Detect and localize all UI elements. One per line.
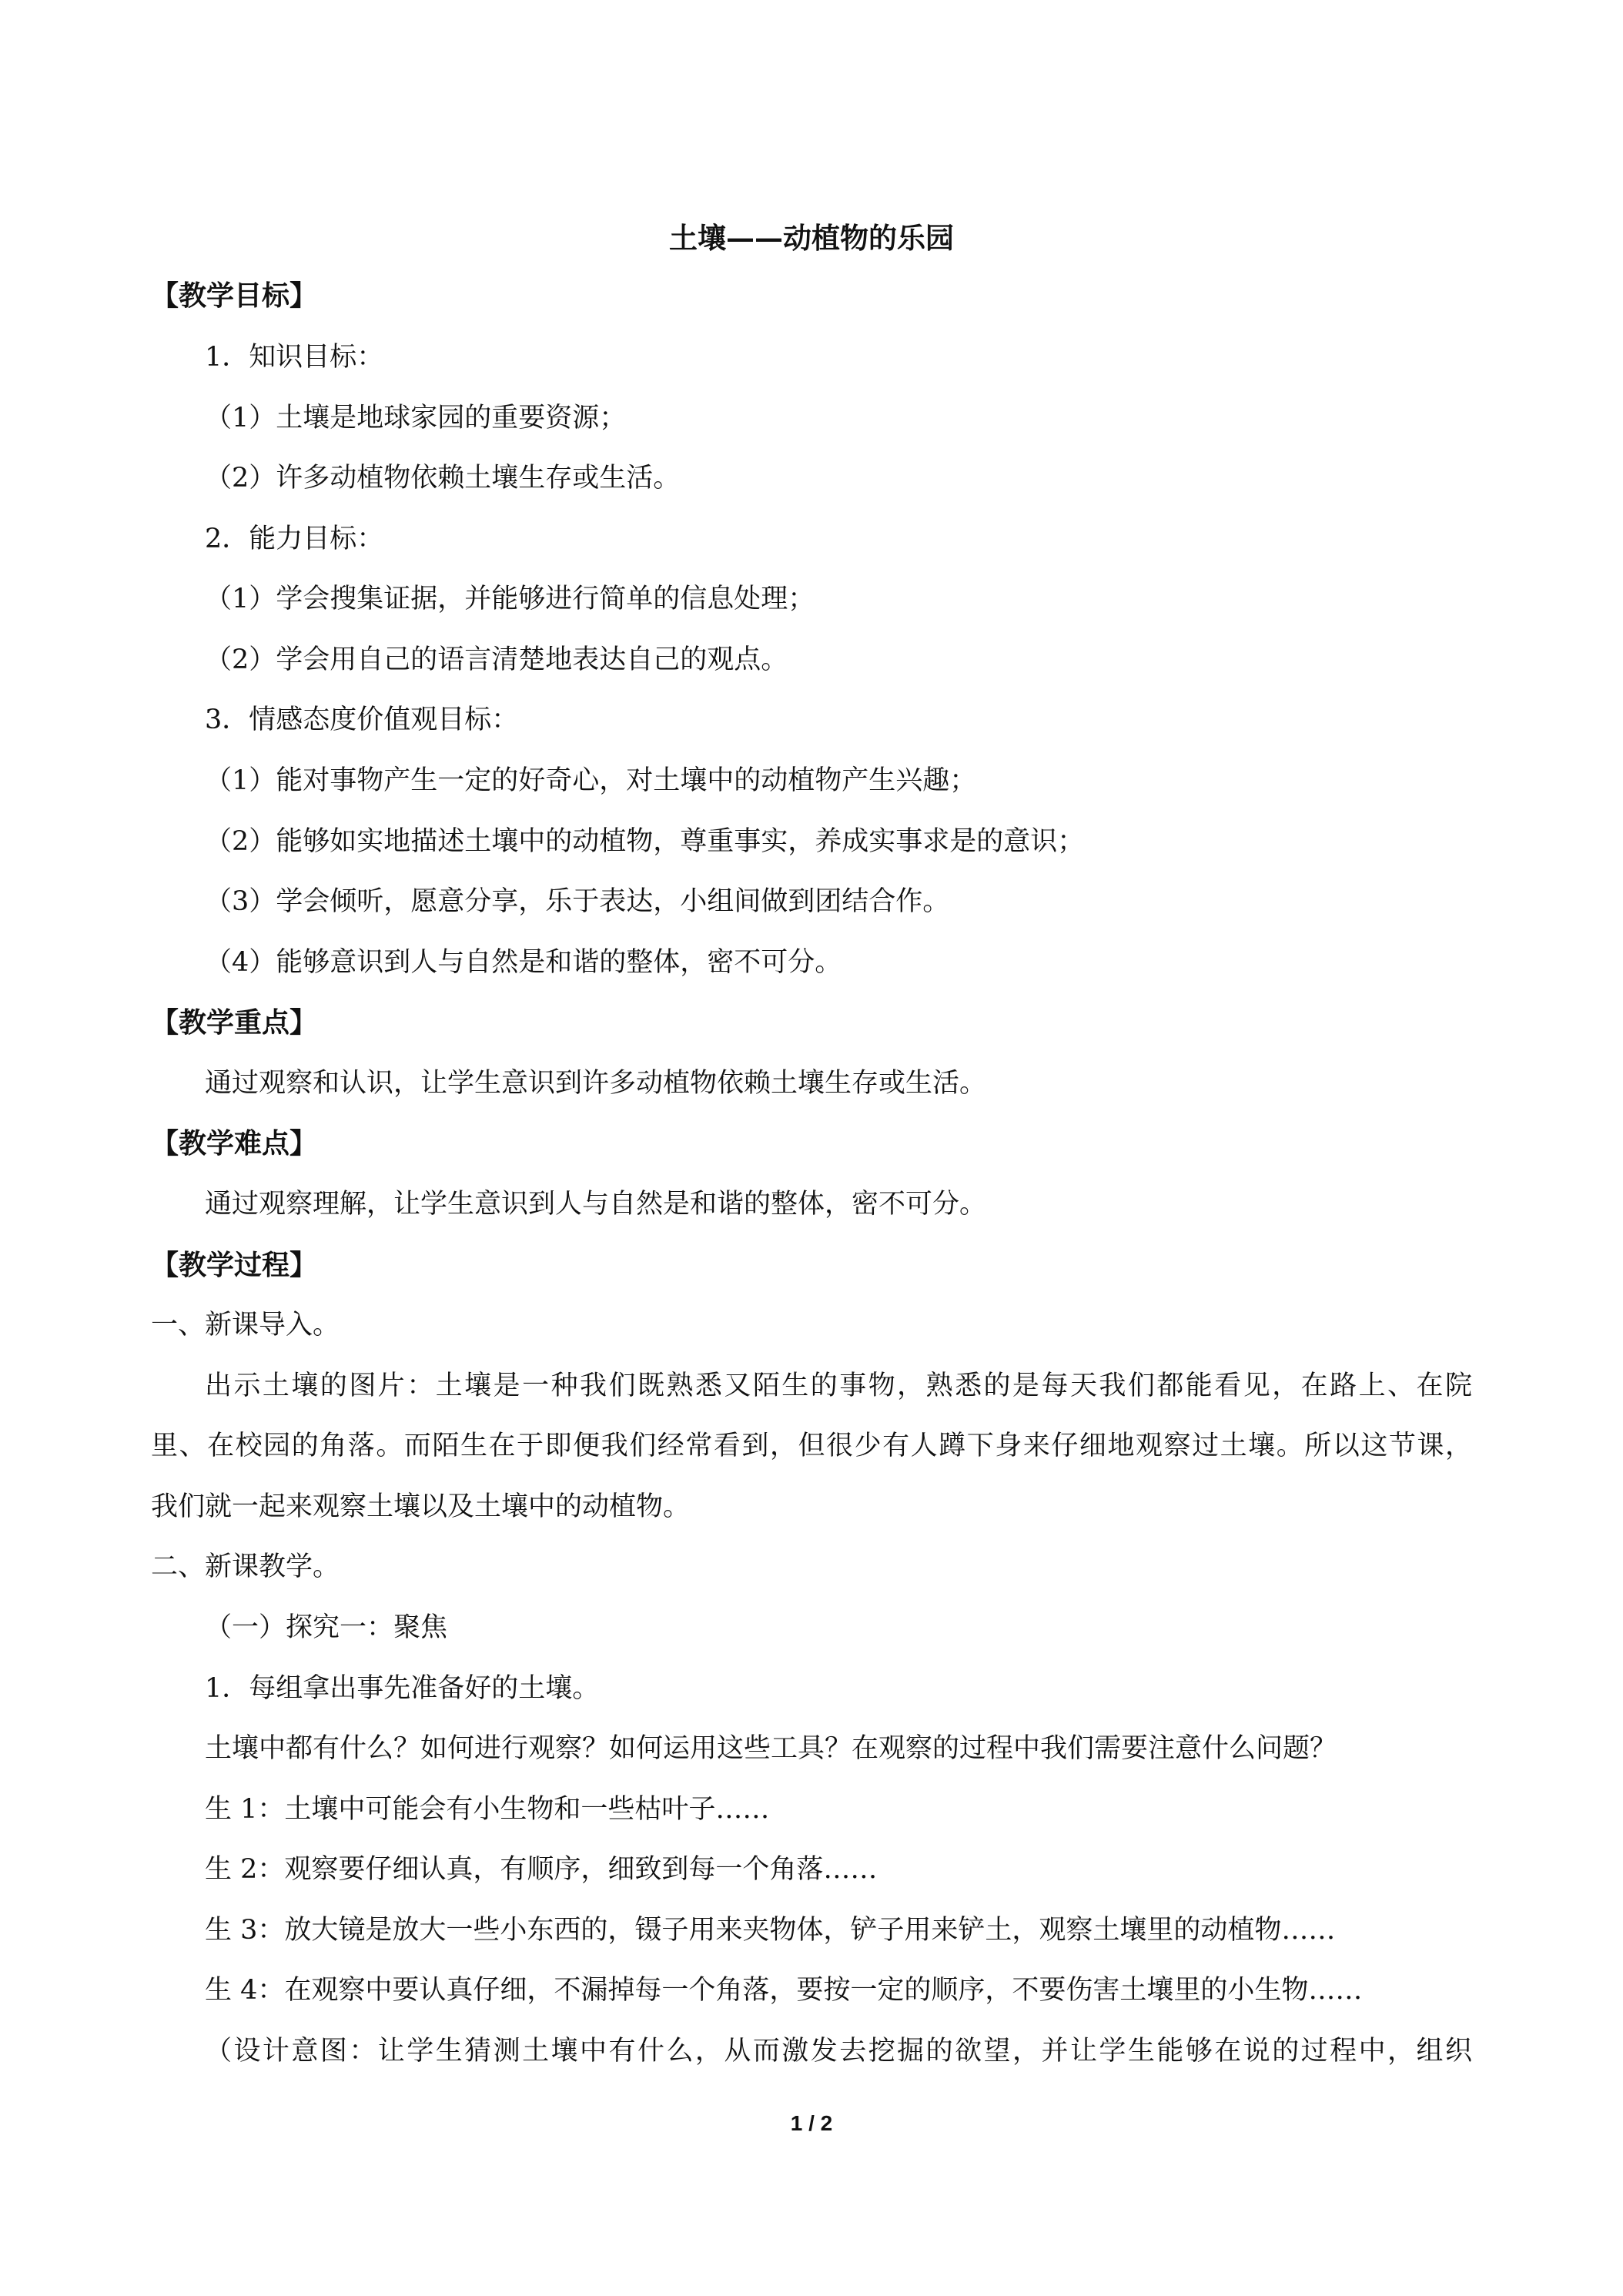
attitude-item-2: （2）能够如实地描述土壤中的动植物，尊重事实，养成实事求是的意识； — [205, 826, 1085, 857]
explore-1-heading: （一）探究一：聚焦 — [205, 1612, 448, 1643]
student-answer-3: 生 3：放大镜是放大一些小东西的，镊子用来夹物体，铲子用来铲土，观察土壤里的动植物…… — [205, 1915, 1336, 1946]
part1-paragraph-line-2: 里、在校园的角落。而陌生在于即便我们经常看到，但很少有人蹲下身来仔细地观察过土壤。所以这节课， — [151, 1431, 1472, 1461]
student-answer-2: 生 2：观察要仔细认真，有顺序，细致到每一个角落…… — [205, 1854, 878, 1885]
ability-item-2: （2）学会用自己的语言清楚地表达自己的观点。 — [205, 644, 788, 675]
part1-heading: 一、新课导入。 — [151, 1310, 340, 1340]
knowledge-item-1: （1）土壤是地球家园的重要资源； — [205, 403, 627, 433]
student-answer-4: 生 4：在观察中要认真仔细，不漏掉每一个角落，要按一定的顺序，不要伤害土壤里的小生物…… — [205, 1975, 1363, 2006]
key-points-heading: 【教学重点】 — [151, 1006, 318, 1039]
difficulty-text: 通过观察理解，让学生意识到人与自然是和谐的整体，密不可分。 — [205, 1189, 987, 1220]
ability-item-1: （1）学会搜集证据，并能够进行简单的信息处理； — [205, 584, 815, 614]
knowledge-goal: 1．知识目标： — [205, 342, 384, 373]
attitude-item-3: （3）学会倾听，愿意分享，乐于表达，小组间做到团结合作。 — [205, 886, 950, 917]
part1-paragraph-line-3: 我们就一起来观察土壤以及土壤中的动植物。 — [151, 1491, 691, 1522]
attitude-item-4: （4）能够意识到人与自然是和谐的整体，密不可分。 — [205, 947, 842, 978]
key-points-text: 通过观察和认识，让学生意识到许多动植物依赖土壤生存或生活。 — [205, 1068, 987, 1099]
question-text: 土壤中都有什么？如何进行观察？如何运用这些工具？在观察的过程中我们需要注意什么问题？ — [205, 1733, 1337, 1764]
attitude-goal: 3．情感态度价值观目标： — [205, 705, 519, 735]
step-1: 1．每组拿出事先准备好的土壤。 — [205, 1673, 600, 1704]
student-answer-1: 生 1：土壤中可能会有小生物和一些枯叶子…… — [205, 1794, 770, 1825]
page-number: 1 / 2 — [790, 2111, 833, 2135]
attitude-item-1: （1）能对事物产生一定的好奇心，对土壤中的动植物产生兴趣； — [205, 765, 977, 796]
design-intent: （设计意图：让学生猜测土壤中有什么，从而激发去挖掘的欲望，并让学生能够在说的过程中，组织 — [205, 2036, 1472, 2067]
document-title: 土壤——动植物的乐园 — [669, 221, 954, 255]
part1-paragraph-line-1: 出示土壤的图片：土壤是一种我们既熟悉又陌生的事物，熟悉的是每天我们都能看见，在路上、在院 — [205, 1371, 1472, 1401]
knowledge-item-2: （2）许多动植物依赖土壤生存或生活。 — [205, 463, 681, 494]
part2-heading: 二、新课教学。 — [151, 1551, 340, 1582]
objectives-heading: 【教学目标】 — [151, 279, 318, 312]
difficulty-heading: 【教学难点】 — [151, 1127, 318, 1160]
process-heading: 【教学过程】 — [151, 1249, 318, 1281]
ability-goal: 2．能力目标： — [205, 524, 384, 554]
